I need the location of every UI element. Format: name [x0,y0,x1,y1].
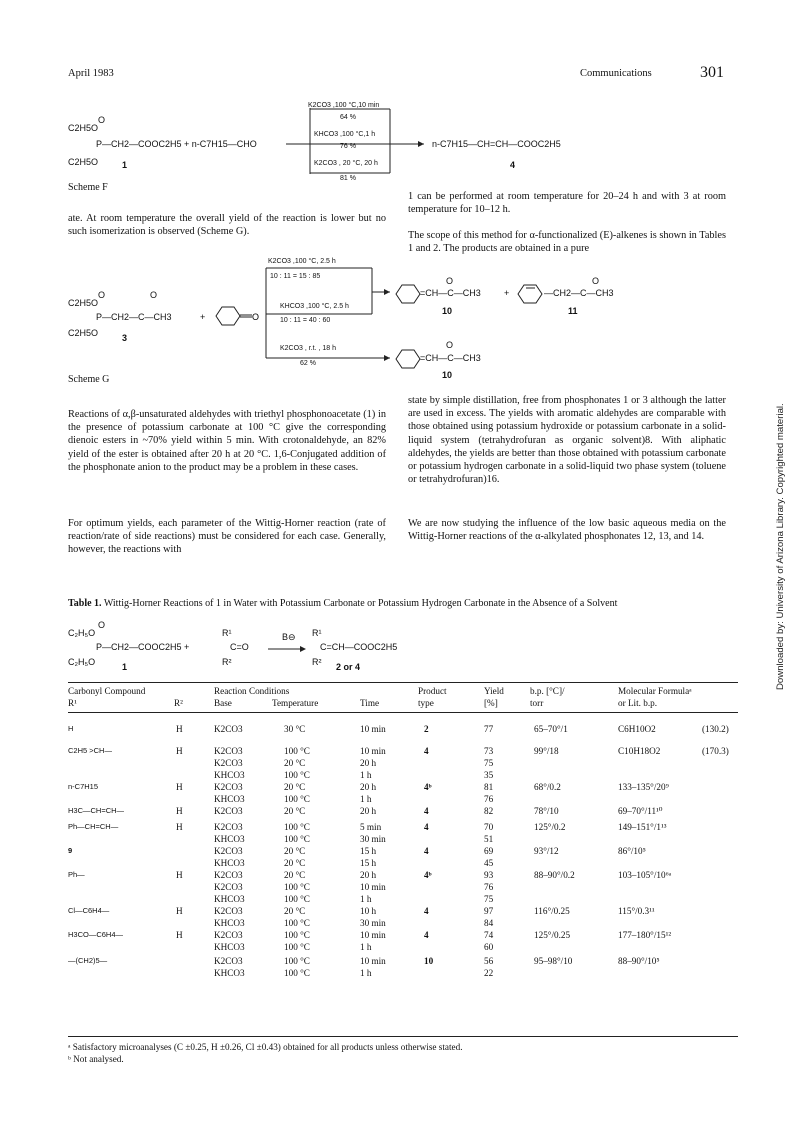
table-1-caption-label: Table 1. [68,598,102,609]
table-cell-temp: 100 °C [284,942,310,952]
table-cell-bp: 99°/18 [534,746,559,756]
right-paragraph-1: 1 can be performed at room temperature for 20–24 h and with 3 at room temperature for 10–12 h. [408,191,726,216]
col-header-bp-unit: torr [530,698,544,708]
table-cell-r1: Ph—CH=CH— [68,822,119,831]
table-cell-time: 20 h [360,758,377,768]
scheme-g-reagent-bottom: C2H5O [68,328,99,338]
table-cell-mf: C10H18O2 [618,746,661,756]
table-cell-r2: H [176,870,183,880]
table-cell-r2: H [176,822,183,832]
table-cell-r1: Cl—C6H4— [68,906,110,915]
table-cell-yield: 97 [484,906,494,916]
table-cell-temp: 20 °C [284,782,306,792]
col-header-time: Time [360,698,380,708]
table-cell-temp: 30 °C [284,724,306,734]
svg-text:O: O [252,312,260,322]
scheme-g-product-b: —CH2—C—CH3 [544,288,614,298]
table-cell-yield: 74 [484,930,494,940]
table-cell-time: 1 h [360,894,372,904]
table-1-eq-arrow [268,644,308,654]
table-cell-yield: 22 [484,968,494,978]
table-cell-r2: H [176,906,183,916]
table-1-eq-right: C=CH—COOC2H5 [320,642,398,652]
scheme-g-label: Scheme G [68,374,110,385]
table-cell-r2: H [176,930,183,940]
table-1-eq-left: P—CH2—COOC2H5 + [96,642,190,652]
scheme-g-product-a-oxo: O [446,276,454,286]
table-cell-mf: 69–70°/11¹⁰ [618,806,663,816]
table-cell-temp: 20 °C [284,870,306,880]
col-header-base: Base [214,698,232,708]
table-cell-mf: 88–90°/10⁵ [618,956,660,966]
scheme-g-condition-2: KHCO3 ,100 °C, 2.5 h [280,303,349,310]
table-cell-time: 20 h [360,870,377,880]
table-cell-prod: 4 [424,806,429,816]
table-cell-yield: 69 [484,846,494,856]
table-cell-mf: 103–105°/10⁶ᵃ [618,870,672,880]
table-cell-time: 20 h [360,806,377,816]
scheme-g-ratio-1: 10 : 11 = 15 : 85 [270,273,321,280]
scheme-f-product-number: 4 [510,160,516,170]
table-cell-base: KHCO3 [214,942,245,952]
table-1-eq-c2h5o-top: C₂H₅O [68,628,96,638]
col-header-product: Product [418,686,447,696]
scheme-g-ratio-2: 10 : 11 = 40 : 60 [280,317,331,324]
scheme-f-product: n-C7H15—CH=CH—COOC2H5 [432,139,561,149]
table-cell-bp: 68°/0.2 [534,782,561,792]
table-cell-temp: 20 °C [284,758,306,768]
table-cell-base: K2CO3 [214,930,243,940]
scheme-g-reagent-main: P—CH2—C—CH3 [96,312,172,322]
table-cell-prod: 4 [424,746,429,756]
table-cell-base: K2CO3 [214,782,243,792]
table-cell-r2: H [176,746,183,756]
table-cell-temp: 100 °C [284,834,310,844]
table-1-bottom-rule [68,1036,738,1037]
col-header-type: type [418,698,434,708]
table-cell-base: KHCO3 [214,894,245,904]
table-cell-bp: 88–90°/0.2 [534,870,575,880]
table-cell-r2: H [176,724,183,734]
table-cell-r1: 9 [68,846,73,855]
scheme-g-reagent-number: 3 [122,333,128,343]
running-section: Communications [580,68,652,79]
table-cell-yield: 75 [484,894,494,904]
table-cell-temp: 100 °C [284,918,310,928]
table-cell-mf: C6H10O2 [618,724,656,734]
table-cell-temp: 100 °C [284,770,310,780]
table-cell-r1: C2H5 >CH— [68,746,112,755]
scheme-f-reagent-bottom: C2H5O [68,157,99,167]
table-cell-temp: 100 °C [284,956,310,966]
table-cell-yield: 93 [484,870,494,880]
scheme-g-product-b-number: 11 [568,306,578,316]
table-cell-r1: H [68,724,74,733]
col-header-yield-unit: [%] [484,698,498,708]
table-cell-yield: 81 [484,782,494,792]
col-header-formula: Molecular Formulaᵃ [618,686,692,696]
table-cell-r1: —(CH2)5— [68,956,108,965]
col-header-temperature: Temperature [272,698,319,708]
scheme-g-product-a: =CH—C—CH3 [420,288,481,298]
table-cell-temp: 100 °C [284,746,310,756]
scheme-g-reagent-top: C2H5O [68,298,99,308]
table-cell-temp: 100 °C [284,794,310,804]
right-paragraph-4: We are now studying the influence of the low basic aqueous media on the Wittig-Horner reactions of the α-alkylated phosphonates 12, 13, and 14. [408,518,726,543]
table-cell-time: 10 min [360,956,386,966]
table-cell-yield: 73 [484,746,494,756]
table-cell-yield: 76 [484,882,494,892]
table-cell-lit: (130.2) [702,724,729,734]
table-cell-base: KHCO3 [214,858,245,868]
table-cell-time: 10 min [360,746,386,756]
table-cell-temp: 20 °C [284,846,306,856]
table-cell-base: K2CO3 [214,724,243,734]
table-cell-mf: 177–180°/15¹² [618,930,672,940]
table-cell-temp: 100 °C [284,822,310,832]
table-1-footnote-b: ᵇ Not analysed. [68,1054,124,1064]
scheme-f-oxo: O [98,115,106,125]
table-cell-mf: 133–135°/20⁹ [618,782,669,792]
table-cell-yield: 35 [484,770,494,780]
scheme-g-product-c: =CH—C—CH3 [420,353,481,363]
table-1-header-rule [68,712,738,713]
table-1-eq-base: B⊖ [282,632,296,642]
table-cell-yield: 56 [484,956,494,966]
download-watermark: Downloaded by: University of Arizona Library. Copyrighted material. [775,403,786,690]
table-cell-temp: 100 °C [284,968,310,978]
table-cell-yield: 76 [484,794,494,804]
scheme-f-yield-1: 64 % [340,114,356,121]
left-paragraph-2: Reactions of α,β-unsaturated aldehydes with triethyl phosphonoacetate (1) in the presence of potassium carbonate at 100 °C give the corresponding dienoic esters in ~70% yield within 5 min. With crotonaldehyde, an 82% yield of the ester is obtained after 20 h at 20 °C. 1,6-Conjugated addition of the phosphonate anion to the product may be a problem in these cases. [68,409,386,473]
scheme-f-condition-3: K2CO3 , 20 °C, 20 h [314,160,378,167]
table-cell-time: 10 h [360,906,377,916]
table-cell-base: KHCO3 [214,834,245,844]
table-cell-base: K2CO3 [214,758,243,768]
table-cell-base: K2CO3 [214,846,243,856]
table-cell-r1: n-C7H15 [68,782,99,791]
table-cell-prod: 4 [424,822,429,832]
scheme-g-oxo-p: O [98,290,106,300]
table-1-eq-r2-product: R² [312,657,322,667]
table-1-footnote-a: ᵃ Satisfactory microanalyses (C ±0.25, H ±0.26, Cl ±0.43) obtained for all products unless otherwise stated. [68,1042,463,1052]
scheme-g-product-c-oxo: O [446,340,454,350]
col-header-carbonyl: Carbonyl Compound [68,686,146,696]
scheme-g-condition-3: K2CO3 , r.t. , 18 h [280,345,337,352]
table-cell-time: 20 h [360,782,377,792]
table-cell-time: 30 min [360,834,386,844]
table-cell-bp: 125°/0.2 [534,822,566,832]
table-cell-bp: 65–70°/1 [534,724,568,734]
table-cell-prod: 4 [424,906,429,916]
scheme-g-oxo-c: O [150,290,158,300]
table-cell-time: 10 min [360,882,386,892]
scheme-f-condition-2: KHCO3 ,100 °C,1 h [314,131,376,138]
table-cell-bp: 116°/0.25 [534,906,570,916]
table-cell-yield: 84 [484,918,494,928]
table-1-eq-carbonyl: C=O [230,642,249,652]
table-cell-time: 5 min [360,822,382,832]
page-number: 301 [700,64,724,81]
table-1-eq-number-2: 2 or 4 [336,662,361,672]
table-cell-yield: 70 [484,822,494,832]
table-cell-time: 15 h [360,858,377,868]
scheme-g-yield-3: 62 % [300,360,316,367]
table-1-top-rule [68,682,738,683]
table-1-caption-text: Wittig-Horner Reactions of 1 in Water with Potassium Carbonate or Potassium Hydrogen Carbonate in the Absence of a Solvent [103,598,618,609]
table-cell-lit: (170.3) [702,746,729,756]
table-cell-base: KHCO3 [214,770,245,780]
table-cell-temp: 20 °C [284,858,306,868]
table-cell-time: 1 h [360,968,372,978]
table-cell-r2: H [176,806,183,816]
table-cell-mf: 115°/0.3¹¹ [618,906,655,916]
table-cell-time: 1 h [360,794,372,804]
table-cell-bp: 93°/12 [534,846,559,856]
right-paragraph-3: state by simple distillation, free from phosphonates 1 or 3 although the latter are used in excess. The yields with aromatic aldehydes are comparable with those obtained using potassium hydroxide or potassium carbonate in a solid-liquid system (tetrahydrofuran as organic solvent)8. With aliphatic aldehydes, the yields are better than those obtained with potassium carbonate or potassium hydrogen carbonate in a solid-liquid two phase system (toluene or tetrahydrofuran)16. [408,395,726,486]
scheme-g-product-b-oxo: O [592,276,600,286]
scheme-f-reagent-top: C2H5O [68,123,99,133]
table-cell-time: 15 h [360,846,377,856]
table-cell-yield: 77 [484,724,494,734]
col-header-lit-bp: or Lit. b.p. [618,698,658,708]
table-cell-prod: 4ᵇ [424,870,432,880]
table-cell-time: 1 h [360,770,372,780]
cyclohexenyl-icon [514,282,548,306]
table-1-eq-c2h5o-bottom: C₂H₅O [68,657,96,667]
table-cell-time: 1 h [360,942,372,952]
table-1-eq-oxo: O [98,620,106,630]
table-cell-base: K2CO3 [214,870,243,880]
cyclohexanone-icon [210,304,260,328]
table-cell-bp: 78°/10 [534,806,559,816]
table-cell-base: KHCO3 [214,968,245,978]
scheme-g-arrows [262,266,392,362]
table-cell-bp: 125°/0.25 [534,930,571,940]
table-cell-base: KHCO3 [214,794,245,804]
scheme-f-yield-2: 76 % [340,143,356,150]
scheme-f-yield-3: 81 % [340,175,356,182]
table-cell-base: KHCO3 [214,918,245,928]
table-cell-r1: H3C—CH=CH— [68,806,125,815]
table-cell-temp: 100 °C [284,894,310,904]
scheme-f-label: Scheme F [68,182,108,193]
table-cell-prod: 4 [424,846,429,856]
table-cell-yield: 60 [484,942,494,952]
table-cell-base: K2CO3 [214,882,243,892]
left-paragraph-3: For optimum yields, each parameter of the Wittig-Horner reaction (rate of reaction/rate of side reactions) must be considered for each case. Generally, however, the reactions with [68,518,386,556]
table-cell-yield: 51 [484,834,494,844]
table-cell-r1: H3CO—C6H4— [68,930,124,939]
table-cell-r2: H [176,782,183,792]
table-cell-base: K2CO3 [214,806,243,816]
table-cell-base: K2CO3 [214,822,243,832]
table-cell-r1: Ph— [68,870,85,879]
scheme-f-condition-1: K2CO3 ,100 °C,10 min [308,102,380,109]
table-cell-temp: 100 °C [284,882,310,892]
scheme-g-plus-2: + [504,288,510,298]
right-paragraph-2: The scope of this method for α-functionalized (E)-alkenes is shown in Tables 1 and 2. The products are obtained in a pure [408,230,726,255]
table-cell-time: 10 min [360,724,386,734]
scheme-g-plus: + [200,312,206,322]
table-cell-temp: 20 °C [284,806,306,816]
table-1-eq-r1: R¹ [222,628,232,638]
table-cell-temp: 100 °C [284,930,310,940]
table-cell-base: K2CO3 [214,746,243,756]
table-1-eq-r1-product: R¹ [312,628,322,638]
table-cell-base: K2CO3 [214,906,243,916]
table-cell-time: 10 min [360,930,386,940]
col-header-conditions: Reaction Conditions [214,686,290,696]
scheme-g-product-c-number: 10 [442,370,453,380]
table-cell-temp: 20 °C [284,906,306,916]
table-cell-prod: 4ᵇ [424,782,432,792]
scheme-g-condition-1: K2CO3 ,100 °C, 2.5 h [268,258,336,265]
table-cell-yield: 45 [484,858,494,868]
table-cell-prod: 4 [424,930,429,940]
scheme-f-arrows [286,108,426,178]
table-cell-bp: 95–98°/10 [534,956,573,966]
table-cell-prod: 10 [424,956,434,966]
table-cell-base: K2CO3 [214,956,243,966]
table-cell-mf: 86°/10⁵ [618,846,646,856]
col-header-yield: Yield [484,686,504,696]
col-header-r1: R¹ [68,698,77,708]
table-cell-time: 30 min [360,918,386,928]
table-cell-yield: 82 [484,806,494,816]
col-header-bp: b.p. [°C]/ [530,686,565,696]
scheme-f-reagent-main: P—CH2—COOC2H5 + n-C7H15—CHO [96,139,257,149]
table-1-eq-number-1: 1 [122,662,128,672]
scheme-g-product-a-number: 10 [442,306,453,316]
table-cell-prod: 2 [424,724,429,734]
running-date: April 1983 [68,68,114,79]
left-paragraph-1: ate. At room temperature the overall yield of the reaction is lower but no such isomerization is observed (Scheme G). [68,213,386,238]
table-1-eq-r2: R² [222,657,232,667]
table-1-caption [68,598,748,609]
table-cell-yield: 75 [484,758,494,768]
col-header-r2: R² [174,698,183,708]
scheme-f-reagent-number: 1 [122,160,128,170]
table-cell-mf: 149–151°/1¹³ [618,822,667,832]
